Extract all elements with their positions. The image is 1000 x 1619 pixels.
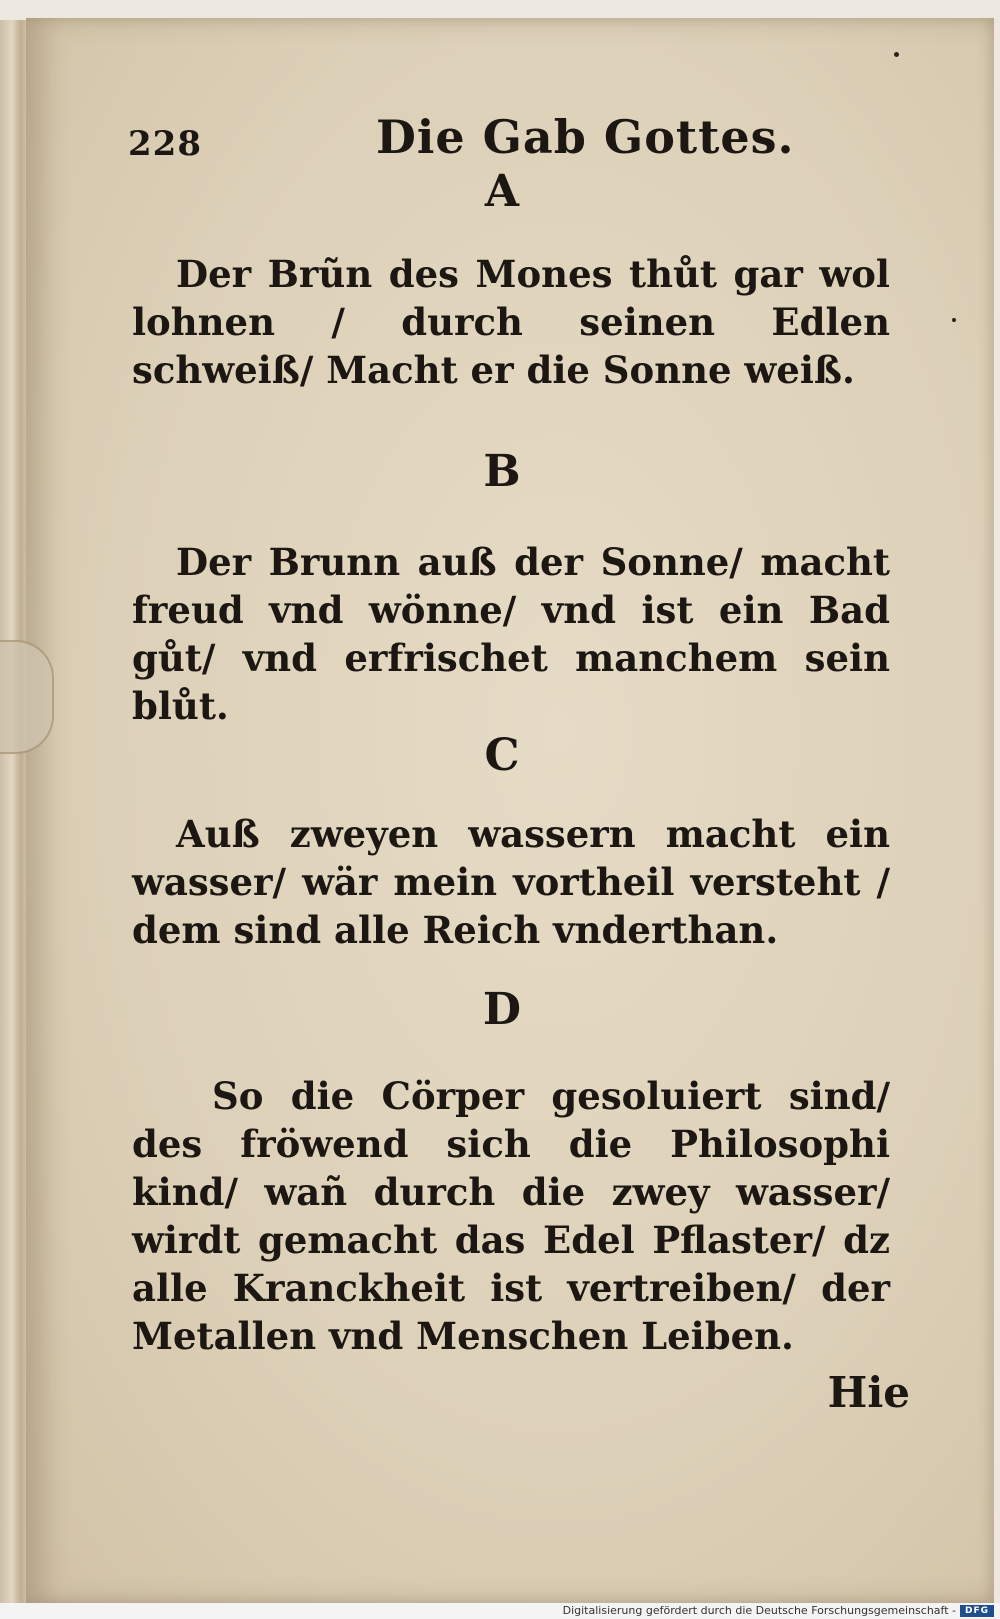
ink-speck: [894, 52, 899, 57]
page-header: [26, 106, 994, 166]
digitization-footer: [0, 1603, 1000, 1619]
running-title: Die Gab Gottes.: [376, 110, 795, 164]
paragraph-d: So die Cörper gesoluiert sind/ des fröwend sich die Philosophi kind/ wañ durch die zwey wasser/ wirdt gemacht das Edel Pflaster/ dz alle Kranckheit ist vertreiben/ der Metallen vnd Menschen Leiben.: [132, 1074, 890, 1358]
page-clip: [0, 640, 54, 754]
book-page: [26, 18, 994, 1603]
catchword: Hie: [827, 1368, 910, 1417]
ink-speck: [952, 318, 956, 322]
section-letter-d: D: [482, 984, 522, 1035]
section-letter-c: C: [484, 730, 520, 781]
paragraph-a: Der Brũn des Mones thůt gar wol lohnen / durch seinen Edlen schweiß/ Macht er die Sonne weiß.: [132, 252, 890, 392]
dfg-logo-icon: DFG: [960, 1605, 994, 1617]
digitization-credit: Digitalisierung gefördert durch die Deutsche Forschungsgemeinschaft -: [562, 1604, 956, 1617]
section-letter-b: B: [483, 446, 521, 497]
paragraph-c: Auß zweyen wassern macht ein wasser/ wär mein vortheil versteht / dem sind alle Reich vnderthan.: [132, 812, 890, 952]
page-number: 228: [128, 124, 202, 164]
paragraph-b: Der Brunn auß der Sonne/ macht freud vnd wönne/ vnd ist ein Bad gůt/ vnd erfrischet manchem sein blůt.: [132, 540, 890, 728]
section-letter-a: A: [484, 166, 520, 217]
